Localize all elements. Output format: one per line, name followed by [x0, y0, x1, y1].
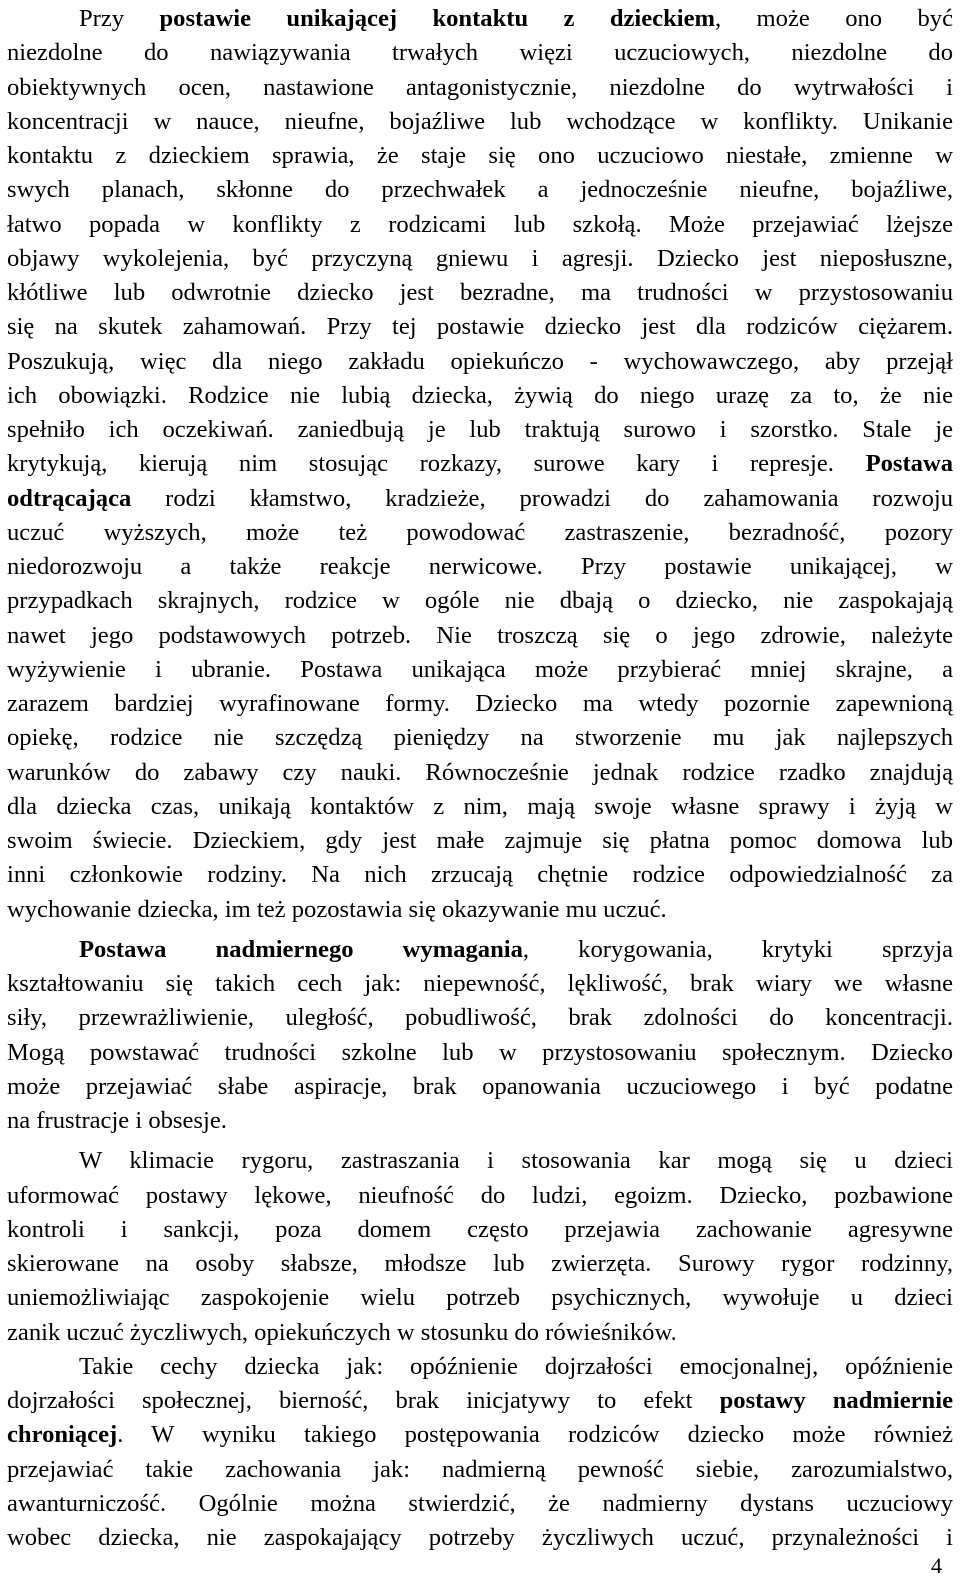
text-segment: może przejawiać słabe aspiracje, brak opanowania uczuciowego i być podatne: [7, 1072, 953, 1100]
text-line: [7, 1418, 953, 1452]
text-segment: inni członkowie rodziny. Na nich zrzucają chętnie rodzice odpowiedzialność za: [7, 861, 953, 889]
text-line: [7, 1179, 953, 1213]
text-segment: przejawiać takie zachowania jak: nadmierną pewność siebie, zarozumialstwo,: [7, 1455, 953, 1483]
text-line: [7, 413, 953, 447]
text-line: [7, 550, 953, 584]
text-segment: dla dziecka czas, unikają kontaktów z nim, mają swoje własne sprawy i żyją w: [7, 792, 953, 820]
text-segment: swych planach, skłonne do przechwałek a jednocześnie nieufne, bojaźliwe,: [7, 176, 953, 204]
text-segment: niezdolne do nawiązywania trwałych więzi uczuciowych, niezdolne do: [7, 39, 953, 67]
text-segment: Mogą powstawać trudności szkolne lub w przystosowaniu społecznym. Dziecko: [7, 1038, 953, 1066]
page-number: 4: [931, 1553, 942, 1578]
document-body-text: [7, 2, 953, 1555]
text-segment: Przy: [79, 5, 160, 32]
text-line: [7, 1453, 953, 1487]
text-line: [7, 36, 953, 70]
text-segment: obiektywnych ocen, nastawione antagonistycznie, niezdolne do wytrwałości i: [7, 73, 953, 101]
text-segment: wychowanie dziecka, im też pozostawia się okazywanie mu uczuć.: [7, 895, 667, 923]
text-segment: zanik uczuć życzliwych, opiekuńczych w stosunku do rówieśników.: [7, 1318, 677, 1346]
text-line: [7, 379, 953, 413]
text-segment: uniemożliwiając zaspokojenie wielu potrzeb psychicznych, wywołuje u dzieci: [7, 1284, 953, 1312]
text-segment: ich obowiązki. Rodzice nie lubią dziecka, żywią do niego urazę za to, że nie: [7, 381, 953, 409]
text-line: [7, 105, 953, 139]
text-segment: rodzi kłamstwo, kradzieże, prowadzi do zahamowania rozwoju: [131, 484, 953, 512]
text-line: [7, 173, 953, 207]
text-segment: niedorozwoju a także reakcje nerwicowe. Przy postawie unikającej, w: [7, 553, 953, 580]
text-line: [7, 1070, 953, 1104]
bold-text-segment: postawie unikającej kontaktu z dzieckiem: [159, 5, 716, 32]
text-line: [7, 687, 953, 721]
text-line: [7, 653, 953, 687]
text-line: [7, 893, 953, 927]
text-segment: kłótliwe lub odwrotnie dziecko jest bezradne, ma trudności w przystosowaniu: [7, 279, 953, 306]
text-segment: wobec dziecka, nie zaspokajający potrzeby życzliwych uczuć, przynależności i: [7, 1524, 953, 1551]
text-segment: nawet jego podstawowych potrzeb. Nie troszczą się o jego zdrowie, należyte: [7, 621, 953, 649]
text-segment: kształtowaniu się takich cech jak: niepewność, lękliwość, brak wiary we własne: [7, 970, 953, 997]
text-line: [7, 1247, 953, 1281]
text-line: [7, 721, 953, 755]
text-segment: na frustracje i obsesje.: [7, 1107, 227, 1134]
text-segment: Poszukują, więc dla niego zakładu opiekuńczo - wychowawczego, aby przejął: [7, 347, 953, 375]
text-segment: się na skutek zahamowań. Przy tej postawie dziecko jest dla rodziców ciężarem.: [7, 313, 953, 341]
text-segment: . W wyniku takiego postępowania rodziców dziecko może również: [117, 1421, 953, 1449]
text-segment: krytykują, kierują nim stosując rozkazy, surowe kary i represje.: [7, 450, 866, 478]
text-line: [7, 1036, 953, 1070]
text-line: [7, 208, 953, 242]
text-segment: spełniło ich oczekiwań. zaniedbują je lub traktują surowo i szorstko. Stale je: [7, 416, 953, 443]
text-segment: swoim świecie. Dzieckiem, gdy jest małe zajmuje się płatna pomoc domowa lub: [7, 827, 953, 854]
text-segment: warunków do zabawy czy nauki. Równocześnie jednak rodzice rzadko znajdują: [7, 758, 953, 786]
text-segment: awanturniczość. Ogólnie można stwierdzić, że nadmierny dystans uczuciowy: [7, 1489, 953, 1517]
text-line: [7, 824, 953, 858]
text-line: [7, 1350, 953, 1384]
text-segment: objawy wykolejenia, być przyczyną gniewu i agresji. Dziecko jest nieposłuszne,: [7, 244, 953, 272]
text-line: [7, 1104, 953, 1138]
text-segment: przypadkach skrajnych, rodzice w ogóle nie dbają o dziecko, nie zaspokajają: [7, 587, 953, 615]
text-segment: kontaktu z dzieckiem sprawia, że staje się ono uczuciowo niestałe, zmienne w: [7, 142, 953, 169]
text-line: [7, 2, 953, 36]
text-line: [7, 756, 953, 790]
text-line: [7, 1144, 953, 1178]
text-segment: W klimacie rygoru, zastraszania i stosowania kar mogą się u dzieci: [79, 1147, 953, 1175]
text-line: [7, 790, 953, 824]
bold-text-segment: chroniącej: [7, 1421, 118, 1449]
text-segment: , może ono być: [715, 5, 953, 32]
text-line: [7, 276, 953, 310]
text-segment: kontroli i sankcji, poza domem często przejawia zachowanie agresywne: [7, 1215, 953, 1243]
text-segment: zarazem bardziej wyrafinowane formy. Dziecko ma wtedy pozornie zapewnioną: [7, 690, 953, 717]
text-segment: Takie cechy dziecka jak: opóźnienie dojrzałości emocjonalnej, opóźnienie: [79, 1352, 953, 1380]
text-line: [7, 967, 953, 1001]
bold-text-segment: Postawa nadmiernego wymagania: [79, 935, 523, 963]
text-line: [7, 1281, 953, 1315]
text-segment: łatwo popada w konflikty z rodzicami lub szkołą. Może przejawiać lżejsze: [7, 210, 953, 238]
text-line: [7, 584, 953, 618]
document-page: [7, 2, 953, 1555]
text-segment: dojrzałości społecznej, bierność, brak inicjatywy to efekt: [7, 1387, 720, 1414]
bold-text-segment: postawy nadmiernie: [719, 1387, 953, 1414]
bold-text-segment: odtrącająca: [7, 484, 132, 512]
text-line: [7, 933, 953, 967]
text-segment: uczuć wyższych, może też powodować zastraszenie, bezradność, pozory: [7, 518, 953, 546]
text-line: [7, 516, 953, 550]
text-line: [7, 1213, 953, 1247]
text-line: [7, 1001, 953, 1035]
text-segment: uformować postawy lękowe, nieufność do ludzi, egoizm. Dziecko, pozbawione: [7, 1181, 953, 1209]
text-line: [7, 1316, 953, 1350]
text-segment: siły, przewrażliwienie, uległość, pobudliwość, brak zdolności do koncentracji.: [7, 1004, 953, 1032]
text-line: [7, 310, 953, 344]
text-segment: opiekę, rodzice nie szczędzą pieniędzy na stworzenie mu jak najlepszych: [7, 724, 953, 752]
text-line: [7, 345, 953, 379]
text-line: [7, 858, 953, 892]
text-line: [7, 1487, 953, 1521]
text-segment: skierowane na osoby słabsze, młodsze lub zwierzęta. Surowy rygor rodzinny,: [7, 1250, 953, 1277]
text-line: [7, 482, 953, 516]
text-segment: koncentracji w nauce, nieufne, bojaźliwe lub wchodzące w konflikty. Unikanie: [7, 107, 953, 135]
bold-text-segment: Postawa: [865, 450, 953, 478]
text-line: [7, 1384, 953, 1418]
text-line: [7, 71, 953, 105]
text-line: [7, 447, 953, 481]
text-line: [7, 1521, 953, 1555]
text-segment: wyżywienie i ubranie. Postawa unikająca może przybierać mniej skrajne, a: [7, 655, 953, 683]
text-line: [7, 139, 953, 173]
text-line: [7, 242, 953, 276]
text-line: [7, 619, 953, 653]
text-segment: , korygowania, krytyki sprzyja: [522, 935, 954, 963]
